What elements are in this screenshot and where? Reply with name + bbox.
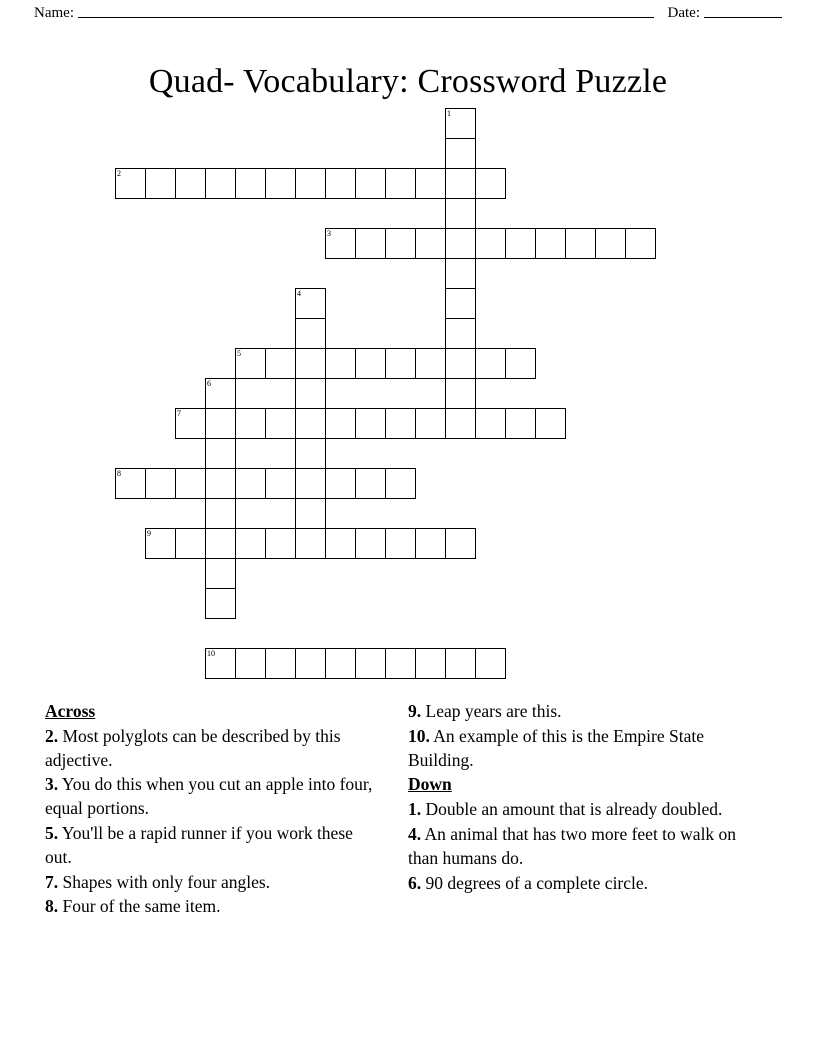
- crossword-cell[interactable]: [355, 348, 386, 379]
- cell-number: 5: [237, 349, 241, 358]
- crossword-cell[interactable]: [445, 258, 476, 289]
- clue-number: 3.: [45, 774, 59, 795]
- crossword-cell[interactable]: [355, 168, 386, 199]
- crossword-cell[interactable]: [205, 408, 236, 439]
- crossword-cell[interactable]: [145, 528, 176, 559]
- clues-section: [0, 700, 816, 990]
- clue-number: 5.: [45, 822, 59, 843]
- crossword-cell[interactable]: [445, 318, 476, 349]
- cell-number: 9: [147, 529, 151, 538]
- crossword-cell[interactable]: [235, 408, 266, 439]
- crossword-cell[interactable]: [205, 498, 236, 529]
- clue-across-8[interactable]: [45, 895, 375, 919]
- crossword-cell[interactable]: [265, 468, 296, 499]
- crossword-cell[interactable]: [415, 528, 446, 559]
- crossword-cell[interactable]: [475, 348, 506, 379]
- clue-text: Leap years are this.: [425, 701, 562, 721]
- clue-across-2[interactable]: [45, 725, 375, 773]
- crossword-cell[interactable]: [445, 228, 476, 259]
- crossword-cell[interactable]: [385, 648, 416, 679]
- clue-text: Four of the same item.: [62, 896, 221, 917]
- clue-across-7[interactable]: [45, 871, 375, 895]
- crossword-cell[interactable]: [295, 528, 326, 559]
- crossword-cell[interactable]: [295, 168, 326, 199]
- crossword-cell[interactable]: [235, 528, 266, 559]
- crossword-cell[interactable]: [625, 228, 656, 259]
- crossword-cell[interactable]: [535, 228, 566, 259]
- clue-text: Shapes with only four angles.: [62, 871, 271, 892]
- clue-number: 7.: [45, 871, 59, 892]
- crossword-cell[interactable]: [115, 468, 146, 499]
- crossword-cell[interactable]: [235, 348, 266, 379]
- clue-text: 90 degrees of a complete circle.: [425, 872, 649, 893]
- crossword-cell[interactable]: [505, 408, 536, 439]
- name-write-line[interactable]: [78, 5, 654, 18]
- crossword-cell[interactable]: [295, 318, 326, 349]
- crossword-cell[interactable]: [475, 168, 506, 199]
- clue-across-3[interactable]: [45, 773, 375, 821]
- crossword-cell[interactable]: [355, 648, 386, 679]
- across-heading: Across: [45, 701, 96, 721]
- clue-text: You do this when you cut an apple into four, equal portions.: [45, 774, 373, 819]
- crossword-cell[interactable]: [505, 228, 536, 259]
- crossword-cell[interactable]: [445, 378, 476, 409]
- crossword-cell[interactable]: [295, 288, 326, 319]
- crossword-cell[interactable]: [325, 348, 356, 379]
- crossword-cell[interactable]: [145, 168, 176, 199]
- clue-down-6[interactable]: [408, 872, 738, 896]
- clues-column-right: [408, 700, 738, 896]
- crossword-cell[interactable]: [205, 168, 236, 199]
- crossword-cell[interactable]: [115, 168, 146, 199]
- crossword-cell[interactable]: [325, 528, 356, 559]
- clue-number: 6.: [408, 872, 422, 893]
- crossword-cell[interactable]: [445, 528, 476, 559]
- crossword-cell[interactable]: [235, 168, 266, 199]
- crossword-cell[interactable]: [445, 168, 476, 199]
- clue-text: You'll be a rapid runner if you work these out.: [45, 822, 353, 867]
- crossword-cell[interactable]: [295, 498, 326, 529]
- crossword-cell[interactable]: [385, 348, 416, 379]
- clue-across-9[interactable]: [408, 700, 738, 724]
- clues-column-left: [45, 700, 375, 920]
- crossword-cell[interactable]: [265, 648, 296, 679]
- crossword-cell[interactable]: [205, 588, 236, 619]
- crossword-cell[interactable]: [295, 378, 326, 409]
- crossword-cell[interactable]: [145, 468, 176, 499]
- crossword-cell[interactable]: [385, 168, 416, 199]
- cell-number: 1: [447, 109, 451, 118]
- down-heading: Down: [408, 774, 452, 795]
- crossword-cell[interactable]: [325, 408, 356, 439]
- clue-text: An example of this is the Empire State Building.: [408, 725, 704, 770]
- clue-number: 1.: [408, 799, 422, 820]
- crossword-cell[interactable]: [295, 468, 326, 499]
- crossword-cell[interactable]: [175, 168, 206, 199]
- student-info-row: [34, 0, 782, 26]
- crossword-cell[interactable]: [355, 528, 386, 559]
- crossword-cell[interactable]: [355, 408, 386, 439]
- clue-text: Most polyglots can be described by this adjective.: [45, 725, 341, 770]
- crossword-cell[interactable]: [415, 408, 446, 439]
- crossword-cell[interactable]: [415, 228, 446, 259]
- cell-number: 8: [117, 469, 121, 478]
- crossword-cell[interactable]: [325, 168, 356, 199]
- crossword-cell[interactable]: [355, 228, 386, 259]
- crossword-cell[interactable]: [235, 468, 266, 499]
- crossword-cell[interactable]: [205, 468, 236, 499]
- crossword-cell[interactable]: [355, 468, 386, 499]
- crossword-cell[interactable]: [295, 438, 326, 469]
- crossword-cell[interactable]: [565, 228, 596, 259]
- crossword-cell[interactable]: [445, 288, 476, 319]
- clue-text: Double an amount that is already doubled.: [425, 799, 723, 820]
- crossword-cell[interactable]: [205, 438, 236, 469]
- clue-across-10[interactable]: [408, 725, 738, 773]
- crossword-cell[interactable]: [385, 228, 416, 259]
- crossword-cell[interactable]: [415, 348, 446, 379]
- crossword-cell[interactable]: [325, 228, 356, 259]
- crossword-cell[interactable]: [475, 648, 506, 679]
- clue-number: 4.: [408, 823, 422, 844]
- crossword-cell[interactable]: [595, 228, 626, 259]
- crossword-cell[interactable]: [295, 408, 326, 439]
- crossword-cell[interactable]: [235, 648, 266, 679]
- page-title: Quad- Vocabulary: Crossword Puzzle: [148, 62, 668, 100]
- crossword-cell[interactable]: [175, 528, 206, 559]
- crossword-cell[interactable]: [445, 348, 476, 379]
- clue-down-1[interactable]: [408, 798, 738, 822]
- cell-number: 3: [327, 229, 331, 238]
- cell-number: 4: [297, 289, 301, 298]
- clue-across-5[interactable]: [45, 822, 375, 870]
- crossword-cell[interactable]: [445, 648, 476, 679]
- crossword-cell[interactable]: [205, 378, 236, 409]
- crossword-cell[interactable]: [475, 228, 506, 259]
- crossword-cell[interactable]: [205, 558, 236, 589]
- cell-number: 6: [207, 379, 211, 388]
- crossword-cell[interactable]: [175, 408, 206, 439]
- clue-number: 9.: [408, 701, 422, 721]
- clue-number: 8.: [45, 896, 59, 917]
- clue-down-4[interactable]: [408, 823, 738, 871]
- crossword-cell[interactable]: [415, 648, 446, 679]
- crossword-cell[interactable]: [475, 408, 506, 439]
- crossword-cell[interactable]: [265, 168, 296, 199]
- clue-number: 2.: [45, 725, 59, 746]
- cell-number: 2: [117, 169, 121, 178]
- cell-number: 7: [177, 409, 181, 418]
- crossword-cell[interactable]: [295, 648, 326, 679]
- crossword-cell[interactable]: [445, 198, 476, 229]
- crossword-cell[interactable]: [505, 348, 536, 379]
- date-write-line[interactable]: [704, 5, 782, 18]
- crossword-cell[interactable]: [415, 168, 446, 199]
- crossword-cell[interactable]: [265, 528, 296, 559]
- crossword-cell[interactable]: [205, 648, 236, 679]
- cell-number: 10: [207, 649, 215, 658]
- name-label: Name:: [34, 4, 74, 21]
- crossword-cell[interactable]: [295, 348, 326, 379]
- crossword-cell[interactable]: [445, 138, 476, 169]
- date-label: Date:: [667, 4, 700, 21]
- crossword-cell[interactable]: [385, 408, 416, 439]
- crossword-cell[interactable]: [445, 408, 476, 439]
- crossword-cell[interactable]: [385, 528, 416, 559]
- crossword-cell[interactable]: [445, 108, 476, 139]
- crossword-cell[interactable]: [325, 648, 356, 679]
- crossword-cell[interactable]: [175, 468, 206, 499]
- clue-number: 10.: [408, 725, 430, 746]
- crossword-cell[interactable]: [205, 528, 236, 559]
- clue-text: An animal that has two more feet to walk on than humans do.: [408, 823, 737, 868]
- crossword-grid[interactable]: [0, 108, 816, 694]
- crossword-cell[interactable]: [265, 348, 296, 379]
- crossword-cell[interactable]: [265, 408, 296, 439]
- crossword-cell[interactable]: [385, 468, 416, 499]
- crossword-cell[interactable]: [535, 408, 566, 439]
- crossword-cell[interactable]: [325, 468, 356, 499]
